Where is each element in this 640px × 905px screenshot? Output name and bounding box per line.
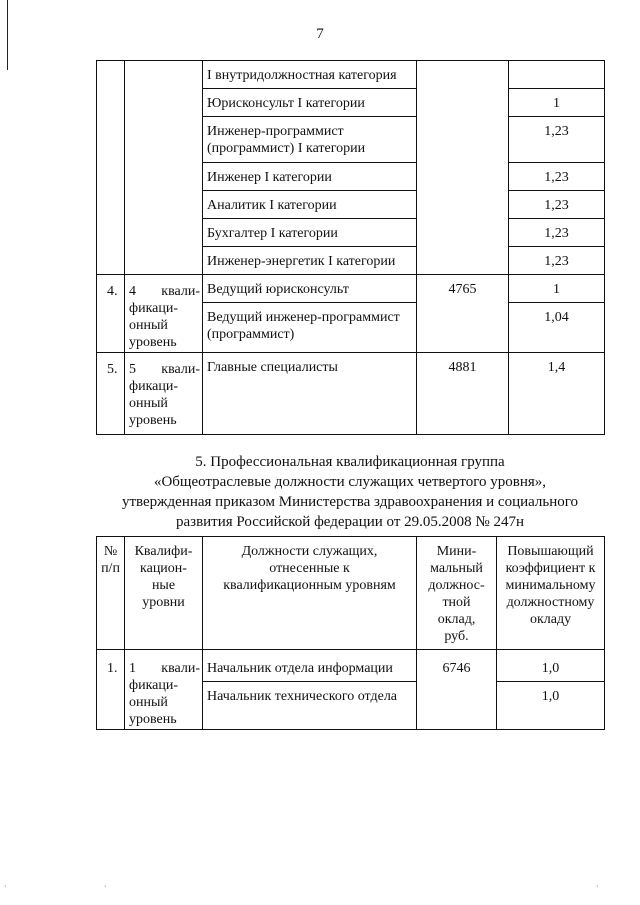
coef-cell: 1,0 [497,682,605,730]
coef-cell: 1,23 [509,163,605,191]
position-cell: Инженер I категории [203,163,417,191]
level-line: 5 квали- [129,362,200,377]
salary-cell: 4765 [417,275,509,353]
coef-cell [509,61,605,89]
position-cell: Аналитик I категории [203,191,417,219]
position-cell: Бухгалтер I категории [203,219,417,247]
level-line: 1 квали- [129,661,200,676]
scan-speck: · [4,882,7,891]
scan-speck: · [596,882,599,891]
level-cell [125,275,203,353]
coef-cell: 1,23 [509,219,605,247]
table-row [97,61,605,89]
position-cell: Юрисконсульт I категории [203,89,417,117]
coef-cell: 1,4 [509,353,605,435]
level-cell [125,353,203,435]
scan-speck: · [104,882,107,891]
position-cell: Начальник технического отдела [203,682,417,730]
position-cell: Инженер-программист (программист) I категории [203,117,417,163]
table-row [97,353,605,435]
position-cell: I внутридолжностная категория [203,61,417,89]
col-header-num: № п/п [97,537,125,650]
level-cell [125,650,203,730]
heading-line: «Общеотраслевые должности служащих четвертого уровня», [153,474,547,490]
coef-cell: 1 [509,89,605,117]
level-line: 4 квали- [129,284,200,299]
section-heading [96,452,604,532]
salary-cell [417,61,509,275]
level-rest: фикаци- онный уровень [129,678,179,727]
coef-cell: 1,23 [509,191,605,219]
position-cell: Ведущий инженер-программист (программист) [203,303,417,353]
col-header-coef: Повышающий коэффициент к минимальному должностному окладу [497,537,605,650]
table-row [97,275,605,303]
position-cell: Начальник отдела информации [203,650,417,682]
level-rest: фикаци- онный уровень [129,301,179,350]
heading-line: 5. Профессиональная квалификационная группа [195,454,505,470]
header-row [97,537,605,650]
salary-cell: 4881 [417,353,509,435]
heading-line: утвержденная приказом Министерства здравоохранения и социального [121,494,579,510]
num-cell: 1. [97,650,125,730]
qualification-table-continued [96,60,605,435]
coef-cell: 1,04 [509,303,605,353]
position-cell: Ведущий юрисконсульт [203,275,417,303]
col-header-level: Квалифи- кацион- ные уровни [125,537,203,650]
qualification-table-level4 [96,536,605,730]
col-header-salary: Мини- мальный должнос- тной оклад, руб. [417,537,497,650]
coef-cell: 1 [509,275,605,303]
coef-cell: 1,23 [509,117,605,163]
coef-cell: 1,23 [509,247,605,275]
col-header-positions: Должности служащих, отнесенные к квалификационным уровням [203,537,417,650]
num-cell: 5. [97,353,125,435]
position-cell: Инженер-энергетик I категории [203,247,417,275]
salary-cell: 6746 [417,650,497,730]
level-rest: фикаци- онный уровень [129,379,179,428]
num-cell: 4. [97,275,125,353]
table-row [97,650,605,682]
level-cell [125,61,203,275]
coef-cell: 1,0 [497,650,605,682]
page-number: 7 [316,26,324,42]
heading-line: развития Российской федерации от 29.05.2008 № 247н [175,514,524,530]
num-cell [97,61,125,275]
position-cell: Главные специалисты [203,353,417,435]
